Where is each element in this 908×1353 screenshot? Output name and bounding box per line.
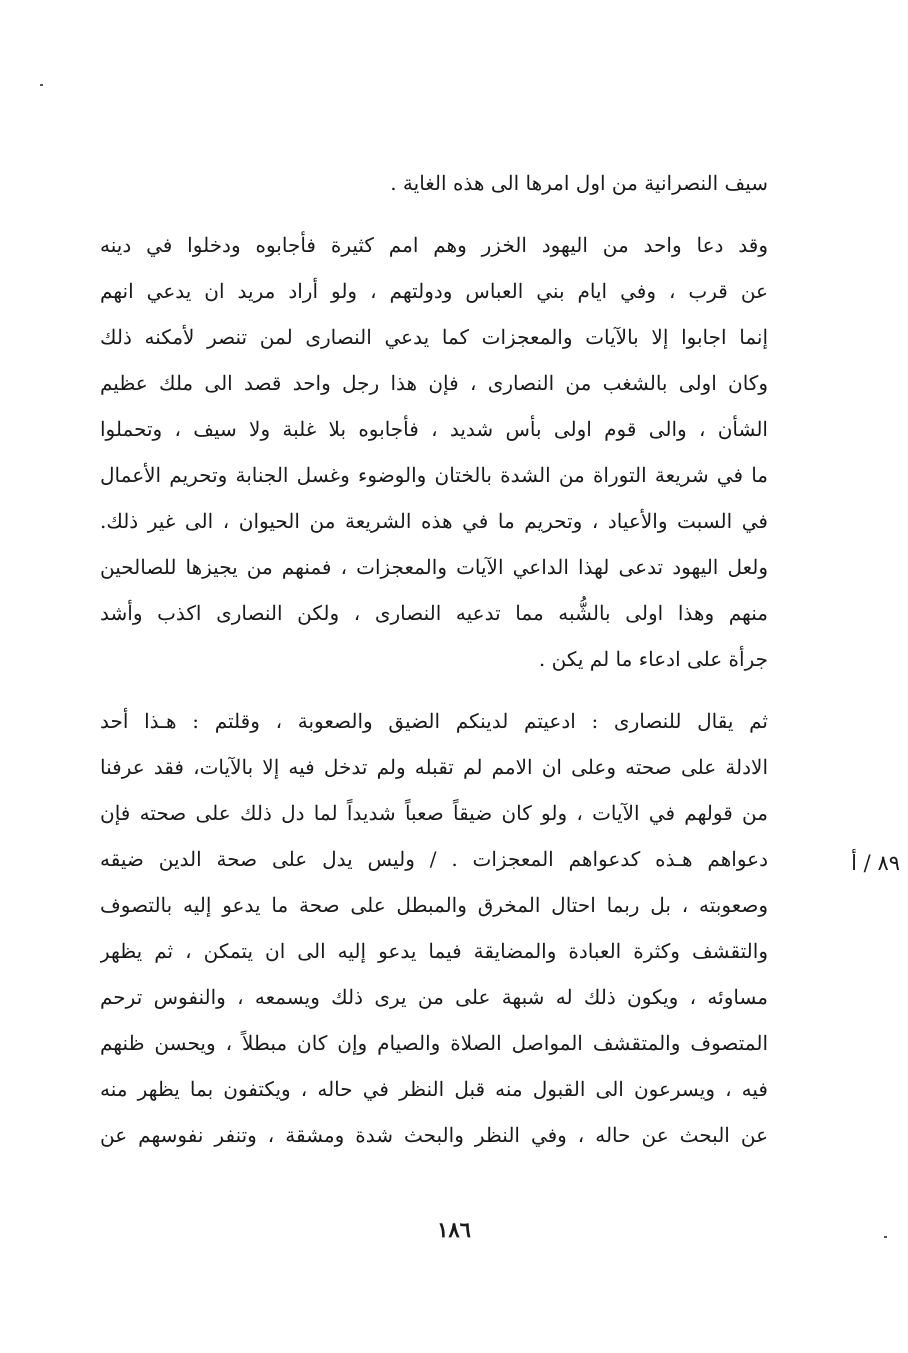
text-line: فيه ، ويسرعون الى القبول منه قبل النظر في حاله ، ويكتفون بما يظهر منه [100,1077,768,1101]
text-line: مساوئه ، ويكون ذلك له شبهة على من يرى ذلك ويسمعه ، والنفوس ترحم [100,985,768,1009]
scan-speck [40,84,43,86]
text-line: من قولهم في الآيات ، ولو كان ضيقاً صعباً شديداً لما دل ذلك على صحته فإن [100,801,768,825]
text-line: في السبت والأعياد ، وتحريم ما في هذه الشريعة من الحيوان ، الى غير ذلك. [100,509,768,533]
text-line: وقد دعا واحد من اليهود الخزر وهم امم كثيرة فأجابوه ودخلوا في دينه [100,233,768,257]
text-line: سيف النصرانية من اول امرها الى هذه الغاية . [390,171,768,195]
paragraph-2 [100,222,768,682]
folio-margin-note: ٨٩ / أ [851,851,900,875]
paragraph-3 [100,698,768,1158]
text-line: دعواهم هـذه كدعواهم المعجزات . / وليس يدل على صحة الدين ضيقه [100,847,768,871]
page-number: ١٨٦ [437,1217,471,1242]
text-line: الشأن ، والى قوم اولى بأس شديد ، فأجابوه بلا غلبة ولا سيف ، وتحملوا [100,417,768,441]
text-line: عن البحث عن حاله ، وفي النظر والبحث شدة ومشقة ، وتنفر نفوسهم عن [100,1123,768,1147]
text-line: منهم وهذا اولى بالشُّبه مما تدعيه النصارى ، ولكن النصارى اكذب وأشد [100,601,768,625]
text-line: وصعوبته ، بل ربما احتال المخرق والمبطل على صحة ما يدعو إليه بالتصوف [100,893,768,917]
text-line: والتقشف وكثرة العبادة والمضايقة فيما يدعو إليه الى ان يتمكن ، ثم يظهر [100,939,768,963]
paragraph-1 [100,160,768,206]
text-line: عن قرب ، وفي ايام بني العباس ودولتهم ، ولو أراد مريد ان يدعي انهم [100,279,768,303]
text-line: الادلة على صحته وعلى ان الامم لم تقبله ولم تدخل فيه إلا بالآيات، فقد عرفنا [100,755,768,779]
text-line: ولعل اليهود تدعى لهذا الداعي الآيات والمعجزات ، فمنهم من يجيزها للصالحين [100,555,768,579]
scan-speck [884,1236,887,1238]
text-line: ما في شريعة التوراة من الشدة بالختان والوضوء وغسل الجنابة وتحريم الأعمال [100,463,768,487]
text-line: إنما اجابوا إلا بالآيات والمعجزات كما يدعي النصارى لمن تنصر لأمكنه ذلك [100,325,768,349]
text-line: جرأة على ادعاء ما لم يكن . [538,647,768,671]
text-line: وكان اولى بالشغب من النصارى ، فإن هذا رجل واحد قصد الى ملك عظيم [100,371,768,395]
text-line: المتصوف والمتقشف المواصل الصلاة والصيام وإن كان مبطلاً ، ويحسن ظنهم [100,1031,768,1055]
text-line: ثم يقال للنصارى : ادعيتم لدينكم الضيق والصعوبة ، وقلتم : هـذا أحد [100,709,768,733]
